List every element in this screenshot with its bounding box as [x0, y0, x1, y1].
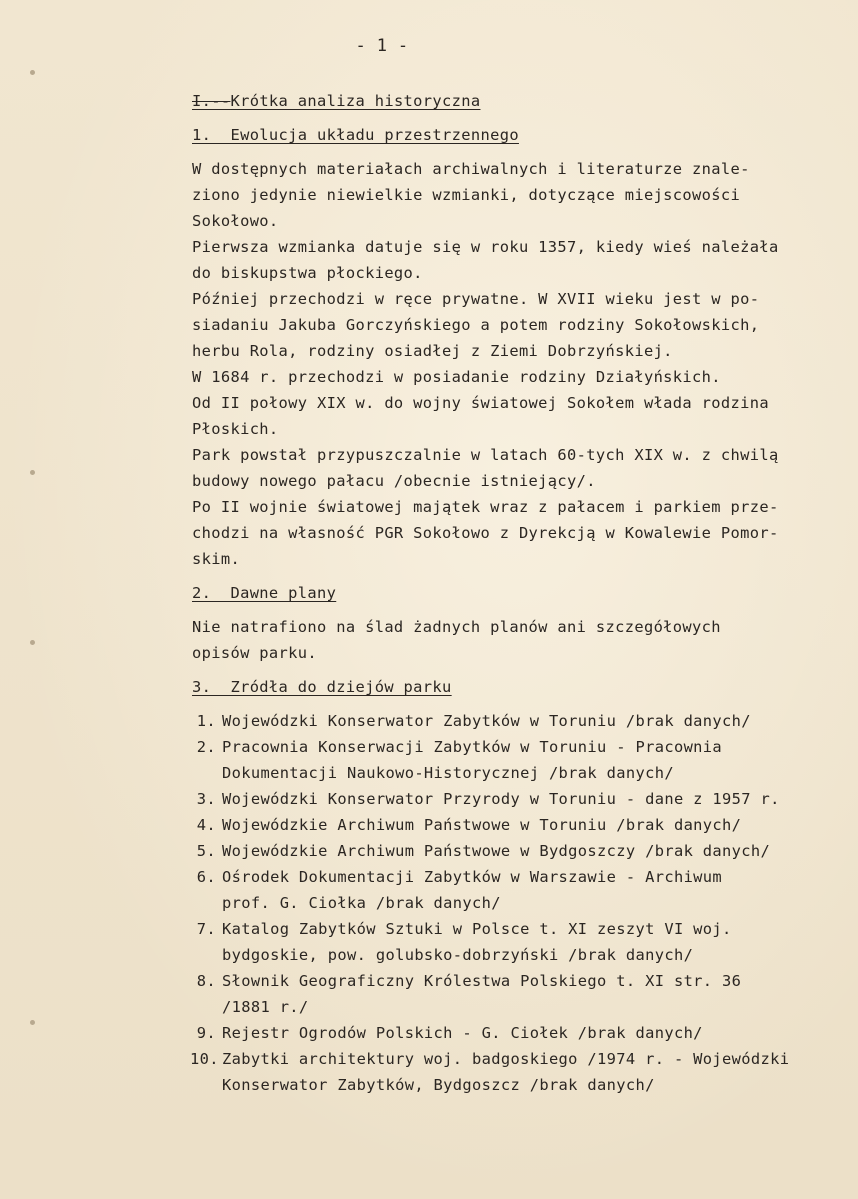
binder-hole — [30, 640, 35, 645]
list-item-text: Zabytki architektury woj. badgoskiego /1974 r. - Wojewódzki — [222, 1050, 790, 1068]
text-line: siadaniu Jakuba Gorczyńskiego a potem rodziny Sokołowskich, — [192, 316, 760, 334]
list-item — [192, 838, 842, 864]
list-item-number — [190, 760, 222, 786]
section-title: Krótka analiza historyczna — [230, 92, 481, 110]
list-item — [192, 760, 842, 786]
list-item-text: Ośrodek Dokumentacji Zabytków w Warszawie - Archiwum — [222, 868, 723, 886]
list-item-text: Rejestr Ogrodów Polskich - G. Ciołek /brak danych/ — [222, 1024, 703, 1042]
list-item-text: Dokumentacji Naukowo-Historycznej /brak danych/ — [222, 764, 674, 782]
list-item — [192, 708, 842, 734]
list-item-number: 1. — [196, 712, 216, 730]
list-item-number — [190, 994, 222, 1020]
list-item — [192, 734, 842, 760]
list-item-text: Słownik Geograficzny Królestwa Polskiego t. XI str. 36 — [222, 972, 742, 990]
text-line: W dostępnych materiałach archiwalnych i literaturze znale- — [192, 160, 750, 178]
list-item — [192, 994, 842, 1020]
text-line: Sokołowo. — [192, 212, 279, 230]
list-item-text: /1881 r./ — [222, 998, 309, 1016]
list-item — [192, 812, 842, 838]
list-item-text: Wojewódzki Konserwator Zabytków w Toruniu /brak danych/ — [222, 712, 751, 730]
document-body — [192, 32, 842, 1098]
list-item — [192, 1046, 842, 1072]
list-item-number — [190, 1072, 222, 1098]
text-line: chodzi na własność PGR Sokołowo z Dyrekcją w Kowalewie Pomor- — [192, 524, 779, 542]
section-heading-spatial-evolution: 1. Ewolucja układu przestrzennego — [192, 126, 519, 144]
list-item-text: Wojewódzki Konserwator Przyrody w Toruniu - dane z 1957 r. — [222, 790, 780, 808]
list-item-number: 4. — [196, 816, 216, 834]
list-item — [192, 890, 842, 916]
list-item — [192, 786, 842, 812]
list-item — [192, 968, 842, 994]
list-item-text: bydgoskie, pow. golubsko-dobrzyński /brak danych/ — [222, 946, 694, 964]
section-2-text — [192, 614, 842, 666]
text-line: do biskupstwa płockiego. — [192, 264, 423, 282]
text-line: opisów parku. — [192, 644, 318, 662]
text-line: budowy nowego pałacu /obecnie istniejący/. — [192, 472, 596, 490]
section-heading-old-plans: 2. Dawne plany — [192, 584, 337, 602]
page-number: - 1 - — [355, 36, 409, 56]
binder-hole — [30, 1020, 35, 1025]
section-heading-historical-analysis — [192, 88, 842, 114]
binder-hole — [30, 470, 35, 475]
text-line: Park powstał przypuszczalnie w latach 60-tych XIX w. z chwilą — [192, 446, 779, 464]
text-line: Płoskich. — [192, 420, 279, 438]
text-line: W 1684 r. przechodzi w posiadanie rodziny Działyńskich. — [192, 368, 721, 386]
text-line: Od II połowy XIX w. do wojny światowej Sokołem włada rodzina — [192, 394, 769, 412]
list-item-number: 2. — [196, 738, 216, 756]
text-line: skim. — [192, 550, 241, 568]
list-item-text: Wojewódzkie Archiwum Państwowe w Bydgoszczy /brak danych/ — [222, 842, 771, 860]
list-item — [192, 864, 842, 890]
list-item — [192, 942, 842, 968]
list-item-number: 3. — [196, 790, 216, 808]
list-item — [192, 916, 842, 942]
sources-list — [192, 708, 842, 1098]
binder-hole — [30, 70, 35, 75]
list-item-text: Pracownia Konserwacji Zabytków w Toruniu - Pracownia — [222, 738, 723, 756]
list-item-text: Konserwator Zabytków, Bydgoszcz /brak danych/ — [222, 1076, 655, 1094]
list-item — [192, 1020, 842, 1046]
list-item — [192, 1072, 842, 1098]
text-line: Później przechodzi w ręce prywatne. W XVII wieku jest w po- — [192, 290, 760, 308]
list-item-number: 8. — [196, 972, 216, 990]
list-item-number: 5. — [196, 842, 216, 860]
list-item-text: Katalog Zabytków Sztuki w Polsce t. XI zeszyt VI woj. — [222, 920, 732, 938]
text-line: Pierwsza wzmianka datuje się w roku 1357, kiedy wieś należała — [192, 238, 779, 256]
list-item-number: 10. — [190, 1050, 219, 1068]
list-item-number: 6. — [196, 868, 216, 886]
list-item-text: prof. G. Ciołka /brak danych/ — [222, 894, 501, 912]
list-item-number: 9. — [196, 1024, 216, 1042]
text-line: Nie natrafiono na ślad żadnych planów ani szczegółowych — [192, 618, 721, 636]
struck-prefix: I.-- — [192, 92, 231, 110]
list-item-number: 7. — [196, 920, 216, 938]
list-item-number — [190, 942, 222, 968]
list-item-text: Wojewódzkie Archiwum Państwowe w Toruniu /brak danych/ — [222, 816, 742, 834]
section-1-text — [192, 156, 842, 572]
list-item-number — [190, 890, 222, 916]
text-line: herbu Rola, rodziny osiadłej z Ziemi Dobrzyńskiej. — [192, 342, 673, 360]
text-line: Po II wojnie światowej majątek wraz z pałacem i parkiem prze- — [192, 498, 779, 516]
text-line: ziono jedynie niewielkie wzmianki, dotyczące miejscowości — [192, 186, 741, 204]
section-heading-sources: 3. Zródła do dziejów parku — [192, 678, 452, 696]
